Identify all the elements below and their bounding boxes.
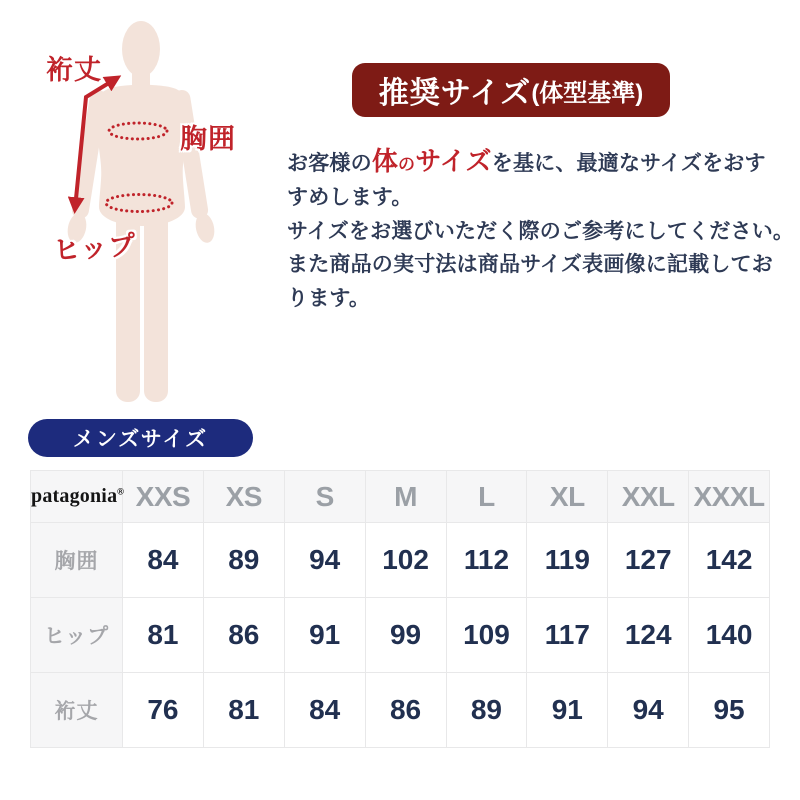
desc-red-size: サイズ bbox=[415, 146, 492, 176]
size-value-cell: 91 bbox=[284, 598, 365, 673]
size-table-header-row bbox=[31, 471, 770, 523]
registered-mark: ® bbox=[117, 486, 125, 497]
size-column-header-l: L bbox=[446, 471, 527, 523]
size-value-cell: 76 bbox=[123, 673, 204, 748]
size-value-cell: 102 bbox=[365, 523, 446, 598]
size-value-cell: 142 bbox=[689, 523, 770, 598]
body-leg-right bbox=[144, 206, 168, 402]
size-value-cell: 86 bbox=[203, 598, 284, 673]
desc-line1-pre: お客様の bbox=[287, 152, 372, 175]
size-value-cell: 140 bbox=[689, 598, 770, 673]
body-measurement-diagram bbox=[0, 0, 300, 430]
size-value-cell: 127 bbox=[608, 523, 689, 598]
size-table bbox=[30, 470, 770, 748]
size-value-cell: 81 bbox=[123, 598, 204, 673]
size-value-cell: 119 bbox=[527, 523, 608, 598]
size-value-cell: 91 bbox=[527, 673, 608, 748]
size-value-cell: 94 bbox=[608, 673, 689, 748]
body-silhouette bbox=[0, 0, 280, 420]
size-value-cell: 84 bbox=[123, 523, 204, 598]
title-sub-text: (体型基準) bbox=[531, 79, 644, 107]
size-value-cell: 86 bbox=[365, 673, 446, 748]
desc-line3: サイズをお選びいただく際のご参考にしてください。 bbox=[287, 219, 795, 243]
size-value-cell: 94 bbox=[284, 523, 365, 598]
brand-name: patagonia bbox=[31, 485, 118, 507]
size-column-header-xxl: XXL bbox=[608, 471, 689, 523]
description-text bbox=[287, 145, 800, 315]
mens-size-badge: メンズサイズ bbox=[28, 419, 253, 457]
size-value-cell: 89 bbox=[203, 523, 284, 598]
size-value-cell: 95 bbox=[689, 673, 770, 748]
title-main-text: 推奨サイズ bbox=[378, 77, 532, 110]
size-value-cell: 112 bbox=[446, 523, 527, 598]
size-value-cell: 117 bbox=[527, 598, 608, 673]
size-column-header-xxxl: XXXL bbox=[689, 471, 770, 523]
chest-label: 胸囲 bbox=[180, 124, 236, 154]
measure-row-label: 胸囲 bbox=[31, 523, 123, 598]
sleeve-length-label: 裄丈 bbox=[46, 55, 102, 85]
recommended-size-title-badge bbox=[352, 63, 670, 117]
table-row-sleeve bbox=[31, 673, 770, 748]
desc-line5: ります。 bbox=[287, 286, 371, 310]
size-value-cell: 124 bbox=[608, 598, 689, 673]
size-column-header-m: M bbox=[365, 471, 446, 523]
size-column-header-xs: XS bbox=[203, 471, 284, 523]
size-value-cell: 89 bbox=[446, 673, 527, 748]
size-value-cell: 84 bbox=[284, 673, 365, 748]
desc-red-body: 体 bbox=[371, 146, 399, 176]
patagonia-logo bbox=[31, 485, 124, 507]
desc-line1-post: を基に、最適なサイズをおす bbox=[491, 152, 766, 175]
brand-cell bbox=[31, 471, 123, 523]
hip-label: ヒップ bbox=[52, 230, 138, 266]
measure-row-label: ヒップ bbox=[31, 598, 123, 673]
size-column-header-xxs: XXS bbox=[123, 471, 204, 523]
size-column-header-xl: XL bbox=[527, 471, 608, 523]
body-torso bbox=[96, 85, 188, 226]
size-value-cell: 109 bbox=[446, 598, 527, 673]
size-column-header-s: S bbox=[284, 471, 365, 523]
desc-line4: また商品の実寸法は商品サイズ表画像に記載してお bbox=[287, 253, 773, 277]
size-value-cell: 99 bbox=[365, 598, 446, 673]
desc-line2: すめします。 bbox=[287, 186, 413, 210]
desc-red-no: の bbox=[398, 155, 416, 174]
measure-row-label: 裄丈 bbox=[31, 673, 123, 748]
table-row-chest bbox=[31, 523, 770, 598]
size-value-cell: 81 bbox=[203, 673, 284, 748]
table-row-hip bbox=[31, 598, 770, 673]
